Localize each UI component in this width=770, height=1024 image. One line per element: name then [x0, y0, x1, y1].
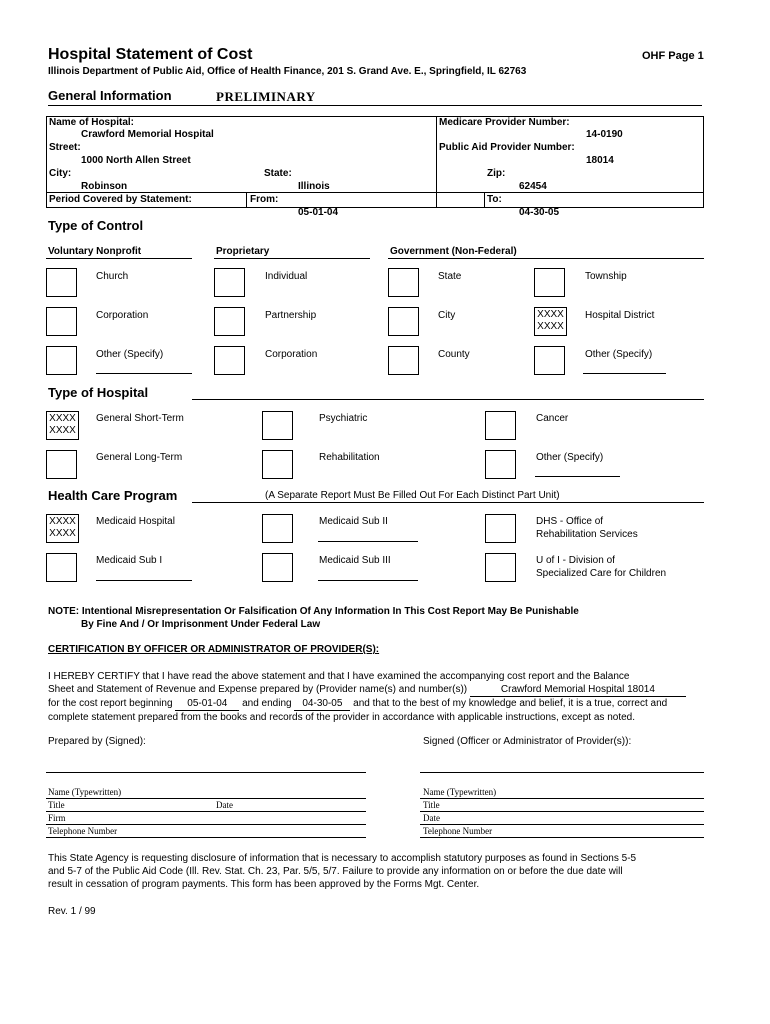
officer-signature-line[interactable]	[420, 772, 704, 773]
county-checkbox[interactable]	[388, 346, 419, 375]
medicaid-sub-3-checkbox[interactable]	[262, 553, 293, 582]
underline	[318, 580, 418, 581]
right-date-line[interactable]	[420, 824, 704, 825]
begin-date-field[interactable]: 05-01-04	[175, 697, 239, 711]
note-line2: By Fine And / Or Imprisonment Under Federal Law	[81, 619, 321, 630]
type-of-hospital-heading: Type of Hospital	[48, 385, 149, 400]
hospital-name-value[interactable]: Crawford Memorial Hospital	[81, 129, 214, 140]
zip-value[interactable]: 62454	[519, 181, 547, 192]
dhs-rehab-label-line1: DHS - Office of	[536, 516, 604, 527]
corporation-nonprofit-checkbox[interactable]	[46, 307, 77, 336]
prepared-signature-line[interactable]	[46, 772, 366, 773]
left-title-label: Title	[48, 800, 65, 810]
prepared-by-label: Prepared by (Signed):	[48, 736, 146, 747]
footer-line1: This State Agency is requesting disclosure of information that is necessary to accomplish statutory purposes as found in Sections 5-5	[48, 853, 637, 864]
cancer-checkbox[interactable]	[485, 411, 516, 440]
other-hospital-type-label: Other (Specify)	[536, 452, 604, 463]
uofi-dscc-label-line1: U of I - Division of	[536, 555, 615, 566]
medicaid-sub-1-label: Medicaid Sub I	[96, 555, 163, 566]
medicare-number-label: Medicare Provider Number:	[439, 117, 570, 128]
check-mark: XXXX	[49, 425, 76, 436]
footer-line2: and 5-7 of the Public Aid Code (Ill. Rev. Stat. Ch. 23, Par. 5/5, 5/7. Failure to provide any information on or before the due date will	[48, 866, 623, 877]
voluntary-nonprofit-heading: Voluntary Nonprofit	[48, 246, 142, 257]
zip-label: Zip:	[487, 168, 506, 179]
medicaid-sub-2-checkbox[interactable]	[262, 514, 293, 543]
state-label: State:	[264, 168, 292, 179]
grid-divider	[484, 192, 485, 208]
specify-line[interactable]	[535, 476, 620, 477]
certification-text	[48, 670, 708, 724]
note-line1: NOTE: Intentional Misrepresentation Or Falsification Of Any Information In This Cost Report May Be Punishable	[48, 606, 579, 617]
township-checkbox[interactable]	[534, 268, 565, 297]
general-short-term-label: General Short-Term	[96, 413, 184, 424]
city-control-label: City	[438, 310, 456, 321]
psychiatric-checkbox[interactable]	[262, 411, 293, 440]
other-government-label: Other (Specify)	[585, 349, 653, 360]
to-value[interactable]: 04-30-05	[519, 207, 560, 218]
corporation-proprietary-label: Corporation	[265, 349, 318, 360]
cert-line1: I HEREBY CERTIFY that I have read the above statement and that I have examined the accompanying cost report and the Balance	[48, 671, 630, 682]
grid-divider	[436, 116, 437, 208]
medicaid-hospital-checkbox[interactable]	[46, 514, 79, 543]
form-subtitle: Illinois Department of Public Aid, Office of Health Finance, 201 S. Grand Ave. E., Springfield, IL 62763	[48, 66, 527, 77]
end-date-field[interactable]: 04-30-05	[294, 697, 350, 711]
section-divider	[192, 399, 704, 400]
partnership-label: Partnership	[265, 310, 317, 321]
left-telephone-line[interactable]	[46, 837, 366, 838]
church-checkbox[interactable]	[46, 268, 77, 297]
to-label: To:	[487, 194, 502, 205]
dhs-rehab-label-line2: Rehabilitation Services	[536, 529, 638, 540]
medicaid-hospital-label: Medicaid Hospital	[96, 516, 175, 527]
partnership-checkbox[interactable]	[214, 307, 245, 336]
form-title: Hospital Statement of Cost	[48, 46, 253, 63]
city-label: City:	[49, 168, 72, 179]
hospital-district-checkbox[interactable]	[534, 307, 567, 336]
individual-label: Individual	[265, 271, 308, 282]
general-info-heading: General Information	[48, 88, 172, 103]
cert-line3-text: for the cost report beginning	[48, 698, 173, 709]
footer-line3: result in cessation of program payments. This form has been approved by the Forms Mgt. Center.	[48, 879, 480, 890]
other-government-checkbox[interactable]	[534, 346, 565, 375]
medicare-number-value[interactable]: 14-0190	[586, 129, 623, 140]
medicaid-sub-1-checkbox[interactable]	[46, 553, 77, 582]
hospital-district-label: Hospital District	[585, 310, 655, 321]
section-divider	[48, 105, 702, 106]
general-long-term-label: General Long-Term	[96, 452, 183, 463]
right-telephone-line[interactable]	[420, 837, 704, 838]
medicaid-sub-3-label: Medicaid Sub III	[319, 555, 391, 566]
left-firm-line[interactable]	[46, 824, 366, 825]
left-name-line[interactable]	[46, 798, 366, 799]
city-checkbox[interactable]	[388, 307, 419, 336]
status-badge: PRELIMINARY	[216, 89, 316, 104]
street-label: Street:	[49, 142, 81, 153]
left-firm-label: Firm	[48, 813, 66, 823]
hospital-name-label: Name of Hospital:	[49, 117, 135, 128]
right-name-typewritten-label: Name (Typewritten)	[423, 787, 497, 797]
program-note: (A Separate Report Must Be Filled Out For Each Distinct Part Unit)	[265, 490, 560, 501]
column-underline	[46, 258, 192, 259]
general-short-term-checkbox[interactable]	[46, 411, 79, 440]
other-nonprofit-checkbox[interactable]	[46, 346, 77, 375]
psychiatric-label: Psychiatric	[319, 413, 368, 424]
check-mark: XXXX	[537, 321, 564, 332]
state-checkbox[interactable]	[388, 268, 419, 297]
general-long-term-checkbox[interactable]	[46, 450, 77, 479]
rehabilitation-label: Rehabilitation	[319, 452, 380, 463]
left-title-line[interactable]	[46, 811, 366, 812]
medicaid-sub-2-label: Medicaid Sub II	[319, 516, 388, 527]
city-value[interactable]: Robinson	[81, 181, 128, 192]
period-label: Period Covered by Statement:	[49, 194, 192, 205]
uofi-dscc-label-line2: Specialized Care for Children	[536, 568, 667, 579]
street-value[interactable]: 1000 North Allen Street	[81, 155, 191, 166]
cert-line3-post: and that to the best of my knowledge and belief, it is a true, correct and	[353, 698, 668, 709]
left-telephone-label: Telephone Number	[48, 826, 118, 836]
individual-checkbox[interactable]	[214, 268, 245, 297]
grid-divider	[246, 192, 247, 208]
other-nonprofit-label: Other (Specify)	[96, 349, 164, 360]
corporation-nonprofit-label: Corporation	[96, 310, 149, 321]
provider-name-field[interactable]: Crawford Memorial Hospital 18014	[470, 683, 686, 697]
other-hospital-type-checkbox[interactable]	[485, 450, 516, 479]
disclosure-notice	[48, 852, 708, 891]
certification-heading: CERTIFICATION BY OFFICER OR ADMINISTRATOR OF PROVIDER(S):	[48, 644, 380, 655]
check-mark: XXXX	[49, 516, 76, 527]
column-underline	[388, 258, 704, 259]
cancer-label: Cancer	[536, 413, 569, 424]
section-divider	[192, 502, 704, 503]
right-date-label: Date	[423, 813, 440, 823]
right-title-label: Title	[423, 800, 440, 810]
cert-line2-text: Sheet and Statement of Revenue and Expense prepared by (Provider name(s) and number(s))	[48, 684, 468, 695]
cert-line3-mid: and ending	[242, 698, 292, 709]
proprietary-heading: Proprietary	[216, 246, 270, 257]
county-label: County	[438, 349, 470, 360]
signed-by-label: Signed (Officer or Administrator of Provider(s)):	[423, 736, 632, 747]
left-date-label: Date	[216, 800, 233, 810]
check-mark: XXXX	[49, 413, 76, 424]
specify-line[interactable]	[96, 373, 192, 374]
column-underline	[214, 258, 370, 259]
from-label: From:	[250, 194, 279, 205]
state-value[interactable]: Illinois	[298, 181, 330, 192]
rehabilitation-checkbox[interactable]	[262, 450, 293, 479]
page-label: OHF Page 1	[642, 50, 704, 62]
underline	[96, 580, 192, 581]
corporation-proprietary-checkbox[interactable]	[214, 346, 245, 375]
right-telephone-label: Telephone Number	[423, 826, 493, 836]
public-aid-number-label: Public Aid Provider Number:	[439, 142, 575, 153]
cert-line2	[48, 683, 708, 697]
check-mark: XXXX	[537, 309, 564, 320]
health-care-program-heading: Health Care Program	[48, 488, 178, 503]
dhs-rehab-checkbox[interactable]	[485, 514, 516, 543]
state-control-label: State	[438, 271, 462, 282]
church-label: Church	[96, 271, 129, 282]
cert-line3	[48, 697, 708, 711]
grid-divider	[46, 192, 704, 193]
left-name-typewritten-label: Name (Typewritten)	[48, 787, 122, 797]
underline	[318, 541, 418, 542]
government-heading: Government (Non-Federal)	[390, 246, 517, 257]
uofi-dscc-checkbox[interactable]	[485, 553, 516, 582]
right-name-line[interactable]	[420, 798, 704, 799]
specify-line[interactable]	[583, 373, 666, 374]
cert-line4: complete statement prepared from the books and records of the provider in accordance with applicable instructions, except as noted.	[48, 712, 635, 723]
public-aid-number-value[interactable]: 18014	[586, 155, 614, 166]
type-of-control-heading: Type of Control	[48, 218, 144, 233]
check-mark: XXXX	[49, 528, 76, 539]
revision-label: Rev. 1 / 99	[48, 906, 96, 917]
from-value[interactable]: 05-01-04	[298, 207, 339, 218]
township-label: Township	[585, 271, 627, 282]
right-title-line[interactable]	[420, 811, 704, 812]
